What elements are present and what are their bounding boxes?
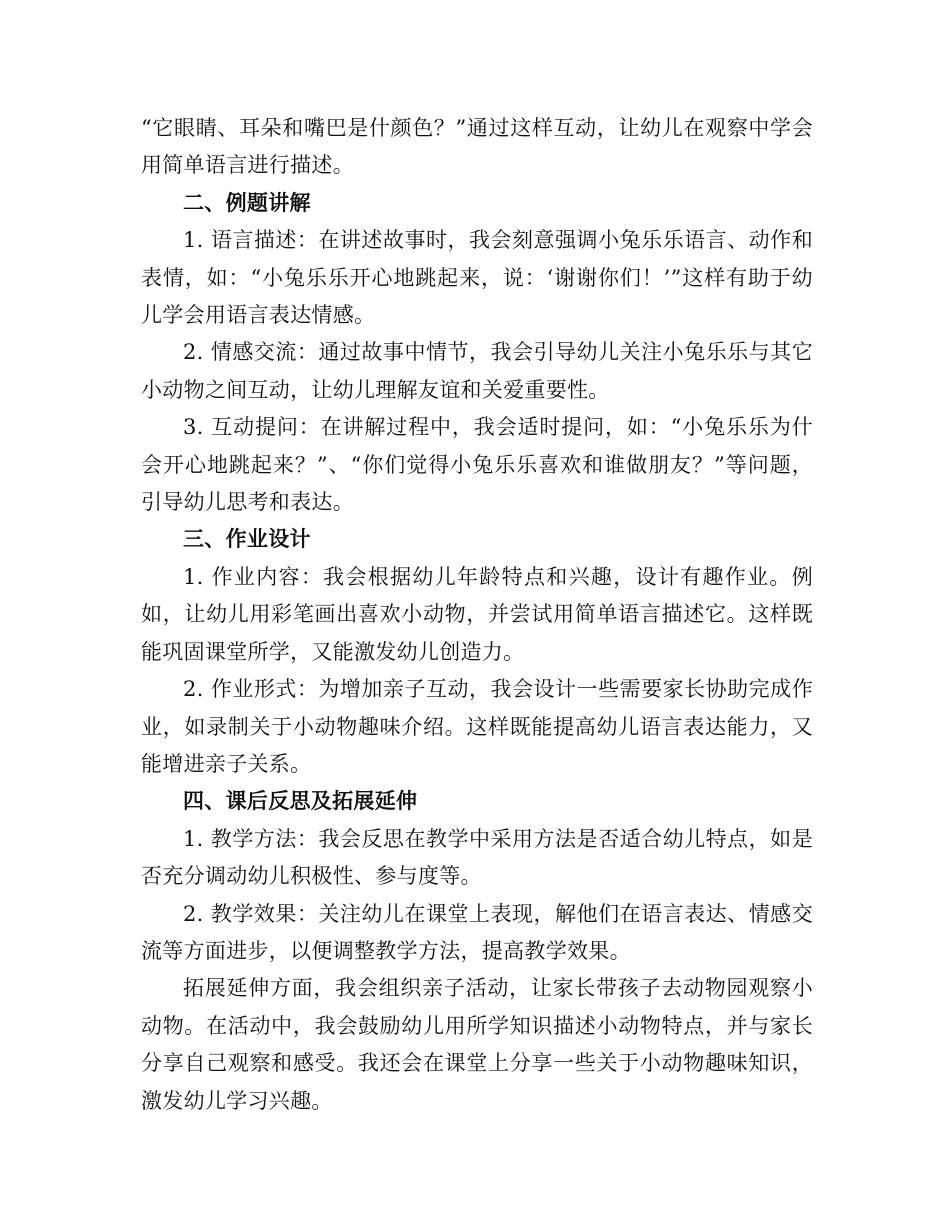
paragraph-extension: 拓展延伸方面，我会组织亲子活动，让家长带孩子去动物园观察小动物。在活动中，我会鼓励幼儿用所学知识描述小动物特点，并与家长分享自己观察和感受。我还会在课堂上分享一些关于小动物趣味知识，激发幼儿学习兴趣。: [141, 976, 813, 1113]
paragraph-teaching-method: 1. 教学方法：我会反思在教学中采用方法是否适合幼儿特点，如是否充分调动幼儿积极性、参与度等。: [141, 826, 813, 889]
paragraph-language-description: 1. 语言描述：在讲述故事时，我会刻意强调小兔乐乐语言、动作和表情，如：“小兔乐乐开心地跳起来，说：‘谢谢你们！’”这样有助于幼儿学会用语言表达情感。: [141, 228, 813, 328]
paragraph-homework-content: 1. 作业内容：我会根据幼儿年龄特点和兴趣，设计有趣作业。例如，让幼儿用彩笔画出喜欢小动物，并尝试用简单语言描述它。这样既能巩固课堂所学，又能激发幼儿创造力。: [141, 564, 813, 664]
paragraph-teaching-effect: 2. 教学效果：关注幼儿在课堂上表现，解他们在语言表达、情感交流等方面进步，以便调整教学方法，提高教学效果。: [141, 901, 813, 963]
paragraph-interactive-questions: 3. 互动提问：在讲解过程中，我会适时提问，如：“小兔乐乐为什会开心地跳起来？”、“你们觉得小兔乐乐喜欢和谁做朋友？”等问题，引导幼儿思考和表达。: [141, 415, 813, 515]
paragraph-homework-form: 2. 作业形式：为增加亲子互动，我会设计一些需要家长协助完成作业，如录制关于小动物趣味介绍。这样既能提高幼儿语言表达能力，又能增进亲子关系。: [141, 677, 813, 776]
section-heading-3: 三、作业设计: [183, 527, 311, 552]
paragraph-emotional-exchange: 2. 情感交流：通过故事中情节，我会引导幼儿关注小兔乐乐与其它小动物之间互动，让幼儿理解友谊和关爱重要性。: [141, 340, 813, 402]
continued-paragraph: “它眼睛、耳朵和嘴巴是什颜色？”通过这样互动，让幼儿在观察中学会用简单语言进行描述。: [141, 116, 813, 178]
document-page: [141, 110, 813, 1120]
section-heading-4: 四、课后反思及拓展延伸: [183, 789, 418, 814]
section-heading-2: 二、例题讲解: [183, 190, 311, 215]
